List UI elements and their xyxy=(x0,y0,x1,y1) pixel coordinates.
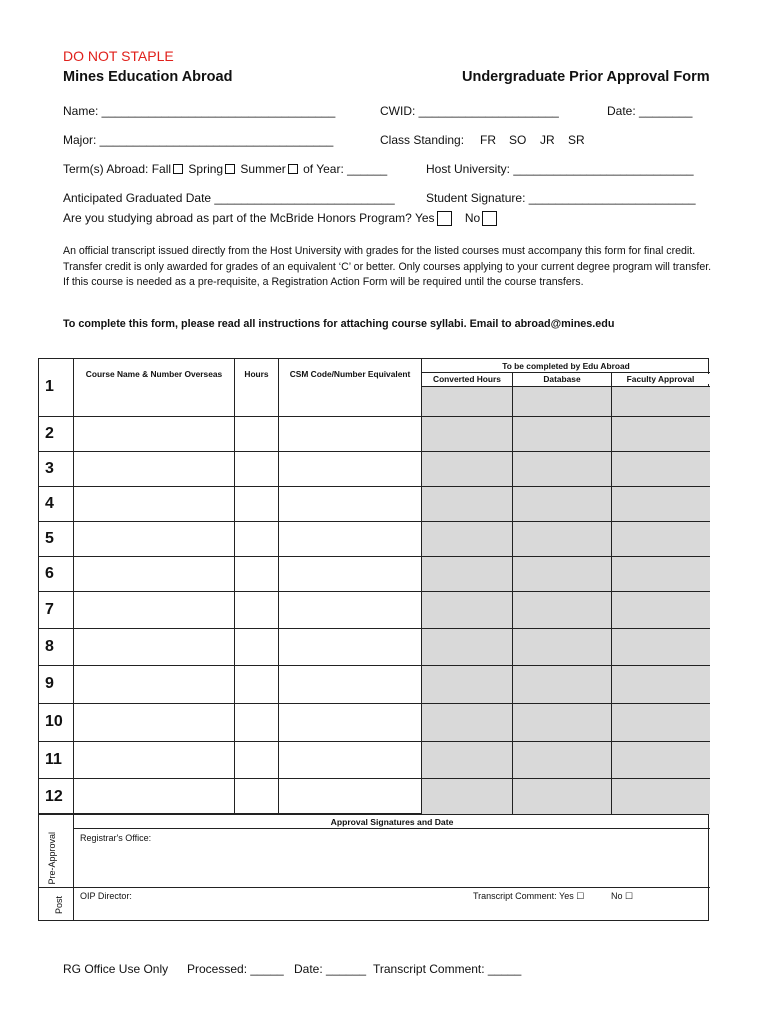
transcript-comment-no[interactable]: No ☐ xyxy=(611,891,634,901)
mcbride-no-checkbox[interactable] xyxy=(482,211,497,226)
approval-section xyxy=(38,814,709,921)
row-number: 2 xyxy=(45,425,54,442)
database-header: Database xyxy=(513,374,611,384)
approval-title: Approval Signatures and Date xyxy=(330,817,454,827)
yes-label: Yes xyxy=(414,211,435,225)
standing-fr[interactable]: FR xyxy=(480,133,496,147)
row-separator xyxy=(39,591,710,592)
pre-approval-label: Pre-Approval xyxy=(47,831,57,885)
syllabi-instructions: To complete this form, please read all instructions for attaching course syllabi. Email to abroad@mines.edu xyxy=(63,318,615,330)
row-number: 6 xyxy=(45,565,54,582)
faculty-approval-header: Faculty Approval xyxy=(612,374,709,384)
row-number: 7 xyxy=(45,601,54,618)
row-number: 10 xyxy=(45,713,63,730)
row-separator xyxy=(39,486,710,487)
course-name-header: Course Name & Number Overseas xyxy=(85,369,223,379)
footer-date-field[interactable]: Date: ______ xyxy=(294,962,367,976)
mcbride-yes-checkbox[interactable] xyxy=(437,211,452,226)
row-number: 11 xyxy=(45,751,62,768)
anticipated-graduation-field[interactable]: Anticipated Graduated Date ___________________________ xyxy=(63,191,395,205)
major-field[interactable]: Major: ___________________________________ xyxy=(63,133,334,147)
summer-checkbox[interactable] xyxy=(288,164,298,174)
term-abroad-row xyxy=(63,162,387,176)
row-number: 9 xyxy=(45,675,54,692)
standing-so[interactable]: SO xyxy=(509,133,527,147)
row-separator xyxy=(39,741,710,742)
standing-sr[interactable]: SR xyxy=(568,133,585,147)
converted-hours-header: Converted Hours xyxy=(422,374,512,384)
post-label: Post xyxy=(54,895,64,914)
row-number: 3 xyxy=(45,460,54,477)
org-name: Mines Education Abroad xyxy=(63,69,233,85)
row-number: 12 xyxy=(45,788,63,805)
row-number: 8 xyxy=(45,638,54,655)
edu-abroad-header: To be completed by Edu Abroad xyxy=(502,361,630,371)
row-separator xyxy=(39,703,710,704)
row-number: 4 xyxy=(45,495,54,512)
hours-header: Hours xyxy=(244,369,269,379)
summer-label: Summer xyxy=(240,162,286,176)
year-field[interactable]: of Year: ______ xyxy=(303,162,388,176)
transcript-instructions: An official transcript issued directly from the Host University with grades for the listed courses must accompany this form for final credit. Transfer credit is only awarded for grades of an equivalent ‘C’ or better. Only courses applying to your current degree program will transfer. If this course is needed as a pre-requisite, a Registration Action Form will be required until the course transfers. xyxy=(63,245,712,288)
registrar-signature-field[interactable]: Registrar's Office: xyxy=(80,833,152,843)
row-number: 5 xyxy=(45,530,54,547)
class-standing-label: Class Standing: xyxy=(380,133,465,147)
student-signature-field[interactable]: Student Signature: _________________________ xyxy=(426,191,696,205)
name-field[interactable]: Name: ___________________________________ xyxy=(63,104,336,118)
mcbride-question: Are you studying abroad as part of the McBride Honors Program? xyxy=(63,211,412,225)
course-grid xyxy=(38,358,709,814)
row-number: 1 xyxy=(45,378,54,395)
row-separator xyxy=(39,628,710,629)
oip-director-signature-field[interactable]: OIP Director: xyxy=(80,891,132,901)
term-abroad-label: Term(s) Abroad: xyxy=(63,162,149,176)
mcbride-row xyxy=(63,211,499,226)
processed-field[interactable]: Processed: _____ xyxy=(187,962,284,976)
row-separator xyxy=(39,665,710,666)
do-not-staple-warning: DO NOT STAPLE xyxy=(63,48,174,64)
cwid-field[interactable]: CWID: _____________________ xyxy=(380,104,559,118)
date-field[interactable]: Date: ________ xyxy=(607,104,693,118)
csm-code-header: CSM Code/Number Equivalent xyxy=(289,369,411,379)
footer-transcript-comment-field[interactable]: Transcript Comment: _____ xyxy=(373,962,522,976)
row-separator xyxy=(39,416,710,417)
row-separator xyxy=(39,778,710,779)
row-separator xyxy=(39,521,710,522)
rg-office-label: RG Office Use Only xyxy=(63,962,169,976)
fall-checkbox[interactable] xyxy=(173,164,183,174)
standing-jr[interactable]: JR xyxy=(540,133,555,147)
spring-checkbox[interactable] xyxy=(225,164,235,174)
spring-label: Spring xyxy=(188,162,224,176)
form-title: Undergraduate Prior Approval Form xyxy=(462,69,710,85)
host-university-field[interactable]: Host University: ___________________________ xyxy=(426,162,694,176)
row-separator xyxy=(39,556,710,557)
no-label: No xyxy=(464,211,481,225)
row-separator xyxy=(39,451,710,452)
fall-label: Fall xyxy=(151,162,172,176)
transcript-comment-yes[interactable]: Transcript Comment: Yes ☐ xyxy=(473,891,585,901)
